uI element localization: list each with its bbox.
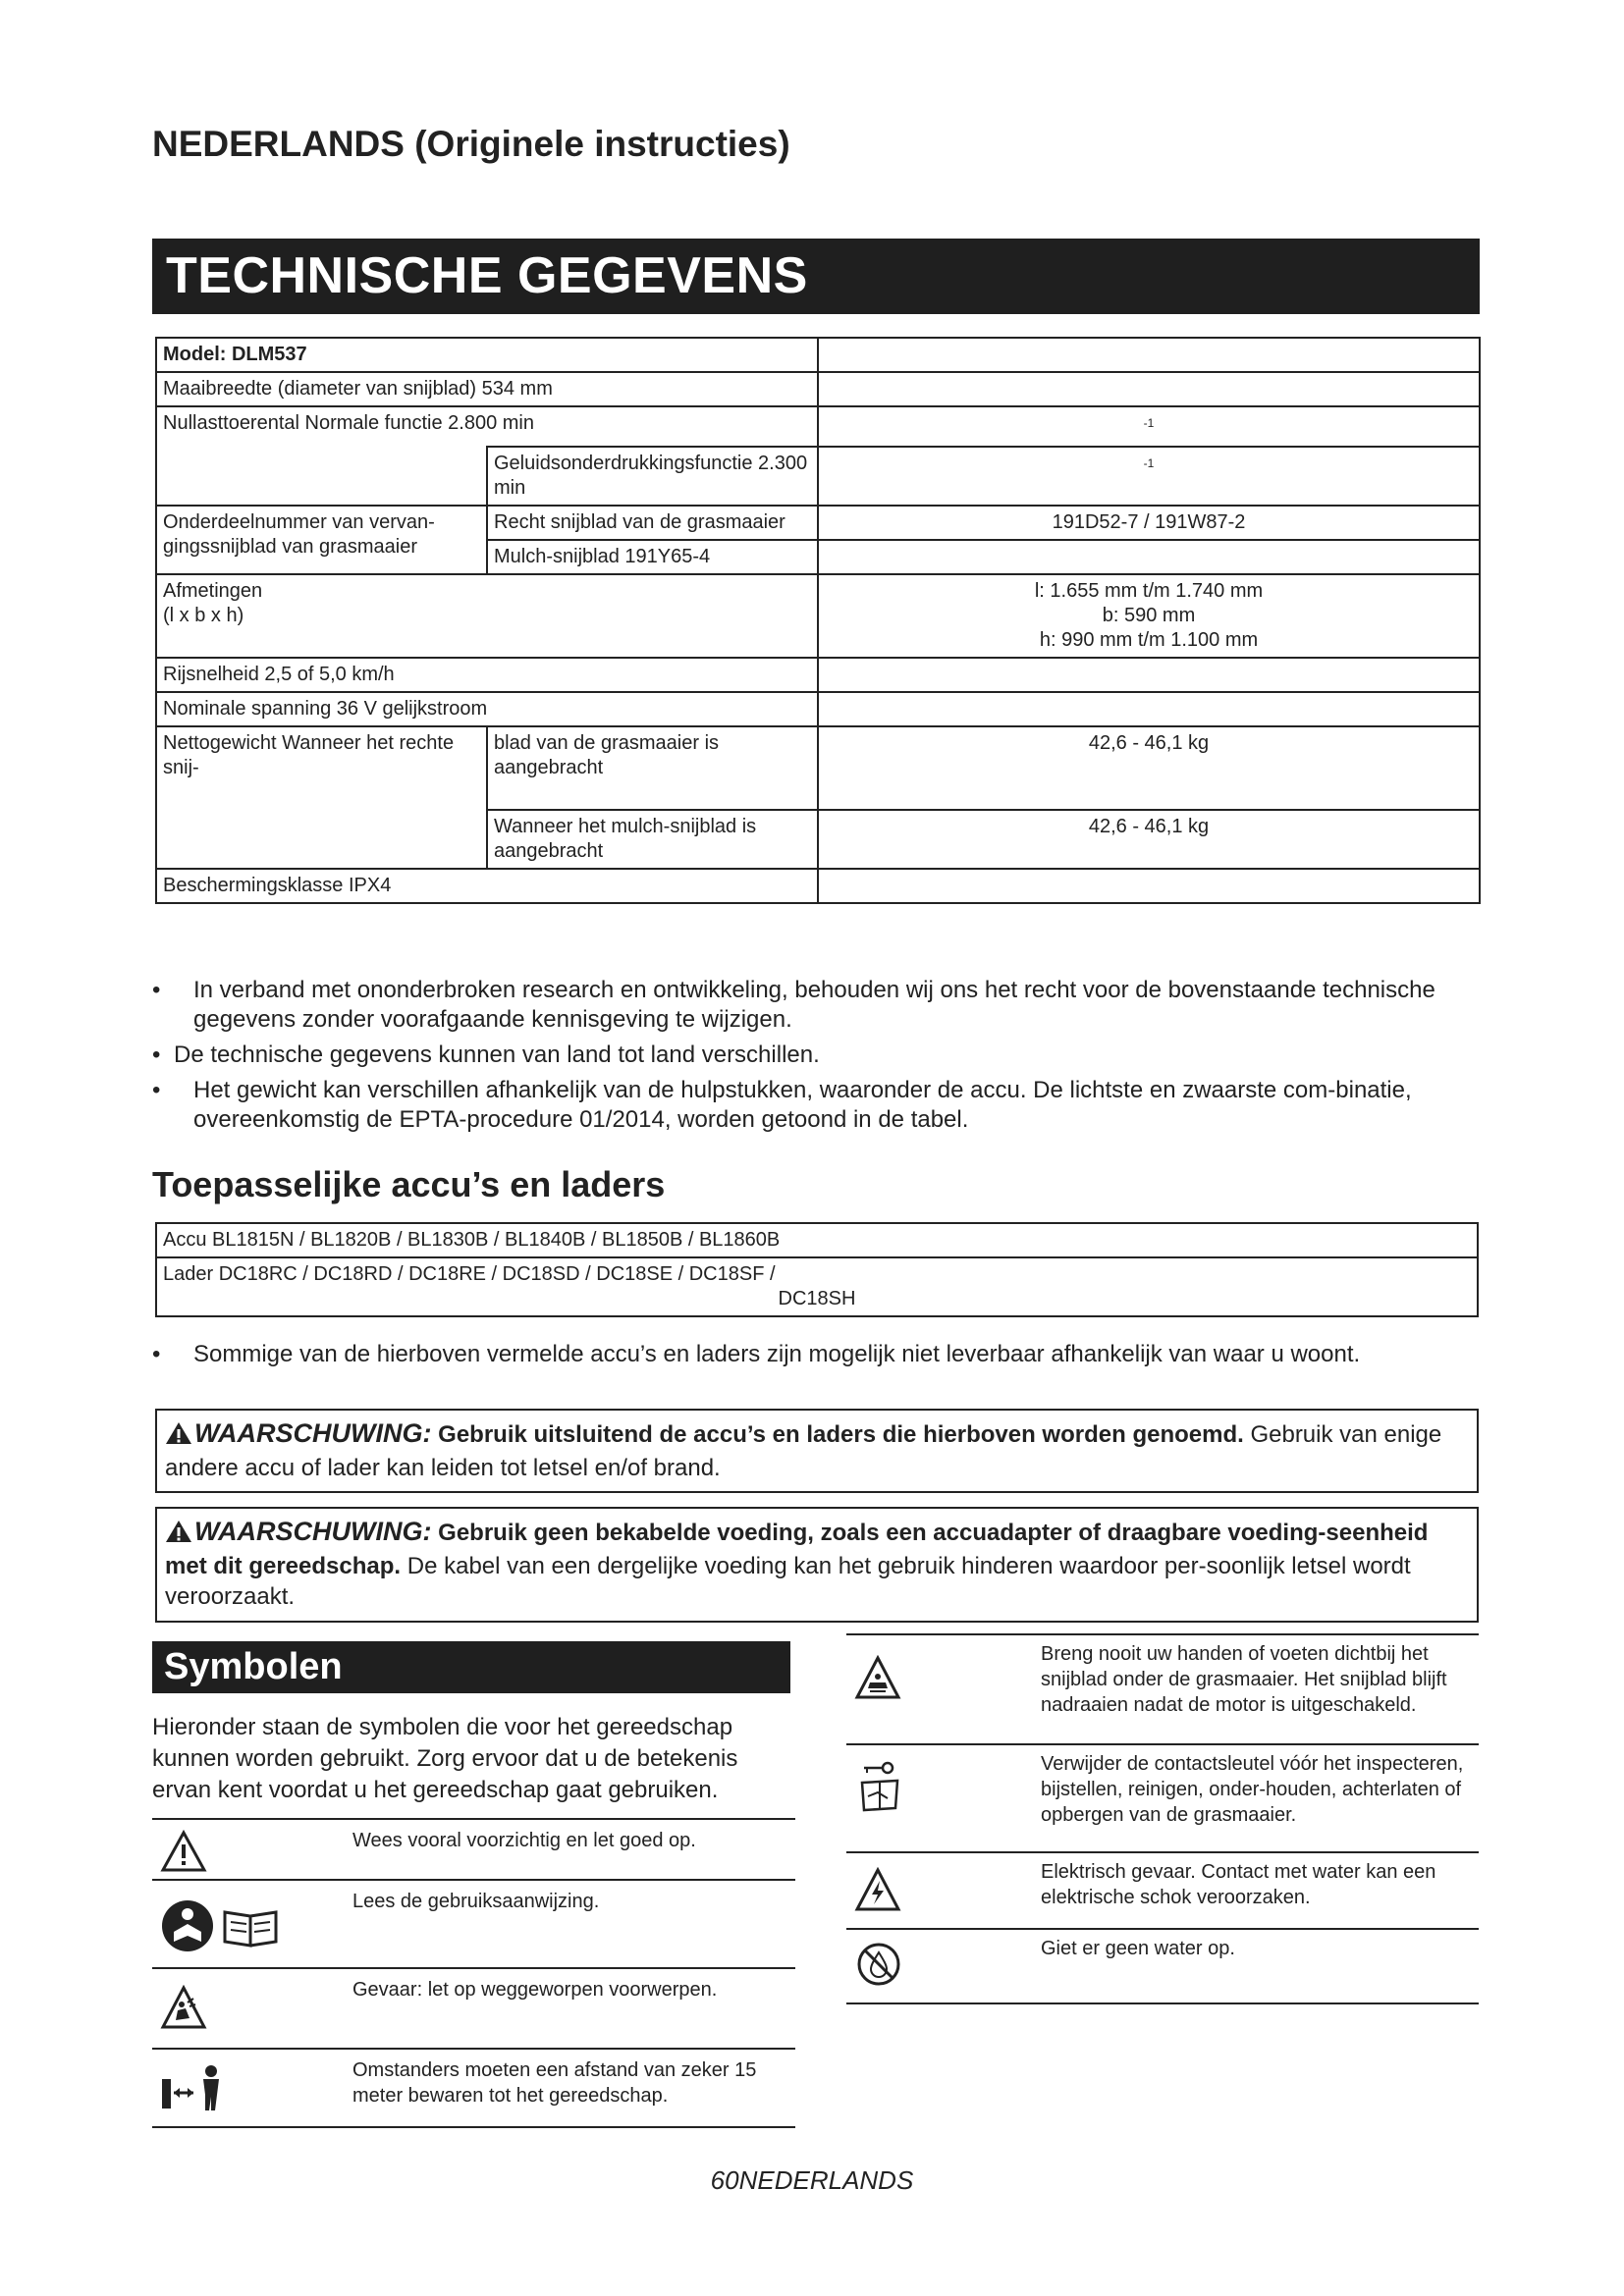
warning-box (155, 1507, 1479, 1623)
electric-hazard-icon (854, 1867, 901, 1917)
symbol-row (152, 1967, 795, 2048)
table-row (156, 406, 1480, 447)
read-manual-icon (160, 1898, 278, 1958)
warning-text: De kabel van een dergelijke voeding kan het gebruik hinderen waardoor per-soonlijk letsel wordt veroorzaakt. (165, 1553, 1411, 1610)
spec-rijsnelheid: Rijsnelheid 2,5 of 5,0 km/h (156, 658, 818, 692)
symbol-row (152, 1818, 795, 1879)
symbol-list-left (152, 1818, 795, 2128)
spec-netto-sub2: Wanneer het mulch-snijblad is aangebracht (487, 810, 818, 869)
warning-triangle-icon (165, 1421, 192, 1453)
symbol-row (846, 1743, 1479, 1851)
symbol-row (846, 1633, 1479, 1743)
table-row (156, 1223, 1478, 1257)
spec-afmetingen-l: l: 1.655 mm t/m 1.740 mm (1034, 579, 1264, 602)
superscript-unit: -1 (1143, 416, 1155, 430)
symbol-text: Breng nooit uw handen of voeten dichtbij het snijblad onder de grasmaaier. Het snijblad blijft nadraaien nadat de motor is uitgeschakeld. (1041, 1643, 1447, 1716)
spec-geluid: Geluidsonderdrukkingsfunctie 2.300 min (487, 447, 818, 506)
table-row (156, 692, 1480, 726)
remove-key-icon (858, 1761, 901, 1817)
spec-maaibreedte: Maaibreedte (diameter van snijblad) 534 mm (156, 372, 818, 406)
warning-title: WAARSCHUWING: (194, 1517, 432, 1546)
warning-title: WAARSCHUWING: (194, 1418, 432, 1448)
symbol-text: Lees de gebruiksaanwijzing. (352, 1891, 600, 1912)
note-item (152, 1076, 1483, 1135)
note-text: Het gewicht kan verschillen afhankelijk van de hulpstukken, waaronder de accu. De lichtste en zwaarste com-binatie, overeenkomstig de EPTA-procedure 01/2014, worden getoond in de tabel. (193, 1077, 1412, 1133)
no-water-icon (856, 1942, 901, 1992)
symbol-text: Gevaar: let op weggeworpen voorwerpen. (352, 1979, 718, 2001)
bullet: • (152, 977, 161, 1003)
bullet: • (152, 1077, 161, 1103)
symbol-row (846, 1928, 1479, 2004)
spec-netto-val2: 42,6 - 46,1 kg (818, 810, 1480, 869)
blade-hazard-icon (854, 1655, 901, 1705)
symbol-text: Elektrisch gevaar. Contact met water kan een elektrische schok veroorzaken. (1041, 1861, 1436, 1908)
spec-spanning: Nominale spanning 36 V gelijkstroom (156, 692, 818, 726)
spec-recht: Recht snijblad van de grasmaaier (487, 506, 818, 540)
spec-mulch: Mulch-snijblad 191Y65-4 (487, 540, 818, 574)
table-row (156, 447, 1480, 506)
note-text: In verband met ononderbroken research en ontwikkeling, behouden wij ons het recht voor de bovenstaande technische gegevens zonder voorafgaande kennisgeving te wijzigen. (193, 977, 1435, 1033)
warning-triangle-icon (165, 1520, 192, 1551)
accu-section-title: Toepasselijke accu’s en laders (152, 1164, 666, 1204)
warning-bold-text: Gebruik geen bekabelde voeding, zoals een accuadapter of draagbare voeding-seenheid met dit gereedschap. (165, 1520, 1429, 1579)
specs-table (155, 337, 1481, 904)
accu-note (152, 1340, 1483, 1369)
bullet: • (152, 1341, 161, 1367)
symbol-text: Omstanders moeten een afstand van zeker 15 meter bewaren tot het gereedschap. (352, 2059, 757, 2107)
spec-afmetingen-b: b: 590 mm (1102, 604, 1196, 626)
warning-bold-text: Gebruik uitsluitend de accu’s en laders die hierboven worden genoemd. (431, 1421, 1244, 1448)
symbol-text: Giet er geen water op. (1041, 1938, 1235, 1959)
bullet: • (152, 1041, 161, 1068)
accu-table (155, 1222, 1479, 1317)
symbol-list-right (846, 1633, 1479, 2004)
accu-note-text: Sommige van de hierboven vermelde accu’s en laders zijn mogelijk niet leverbaar afhankelijk van waar u woont. (193, 1341, 1361, 1367)
note-item (152, 976, 1483, 1035)
symbolen-banner: Symbolen (152, 1641, 790, 1693)
spec-empty (818, 692, 1480, 726)
spec-empty (818, 869, 1480, 903)
spec-netto-val1: 42,6 - 46,1 kg (818, 726, 1480, 810)
spec-empty (156, 447, 487, 506)
spec-notes (152, 976, 1483, 1141)
spec-bescherming: Beschermingsklasse IPX4 (156, 869, 818, 903)
spec-unit-cell (818, 447, 1480, 506)
warning-text: Gebruik van enige andere accu of lader kan leiden tot letsel en/of brand. (165, 1421, 1442, 1481)
table-row (156, 506, 1480, 540)
page-footer: 60NEDERLANDS (710, 2165, 914, 2195)
table-row (156, 658, 1480, 692)
spec-empty (818, 540, 1480, 574)
superscript-unit: -1 (1143, 455, 1155, 470)
section-title-banner: TECHNISCHE GEGEVENS (152, 239, 1480, 314)
spec-model: Model: DLM537 (156, 338, 818, 372)
table-row (156, 338, 1480, 372)
lader-row-text: Lader DC18RC / DC18RD / DC18RE / DC18SD / DC18SE / DC18SF / (163, 1263, 776, 1285)
symbol-text: Verwijder de contactsleutel vóór het inspecteren, bijstellen, reinigen, onder-houden, achterlaten of opbergen van de grasmaaier. (1041, 1753, 1464, 1826)
warning-triangle-icon (160, 1830, 207, 1878)
symbolen-intro: Hieronder staan de symbolen die voor het gereedschap kunnen worden gebruikt. Zorg ervoor dat u de betekenis ervan kent voordat u het gereedschap gaat gebruiken. (152, 1714, 738, 1803)
symbol-row (152, 2048, 795, 2128)
bystander-distance-icon (160, 2063, 231, 2119)
page-header: NEDERLANDS (Originele instructies) (152, 124, 790, 164)
spec-onderdeel: Onderdeelnummer van vervan-gingssnijblad van grasmaaier (156, 506, 487, 574)
spec-afmetingen-h: h: 990 mm t/m 1.100 mm (1039, 628, 1259, 651)
note-item (152, 1041, 1483, 1070)
spec-empty (818, 372, 1480, 406)
spec-netto-sub1: blad van de grasmaaier is aangebracht (487, 726, 818, 810)
spec-empty (818, 658, 1480, 692)
lader-row-text2: DC18SH (778, 1288, 856, 1309)
spec-nullast: Nullasttoerental Normale functie 2.800 min (156, 406, 818, 447)
warning-box (155, 1409, 1479, 1493)
spec-recht-value: 191D52-7 / 191W87-2 (818, 506, 1480, 540)
thrown-objects-icon (160, 1985, 207, 2035)
spec-afmetingen: Afmetingen (l x b x h) (156, 574, 818, 658)
spec-netto (156, 726, 487, 869)
table-row (156, 1257, 1478, 1316)
note-text: De technische gegevens kunnen van land tot land verschillen. (174, 1041, 820, 1068)
accu-row: Accu BL1815N / BL1820B / BL1830B / BL1840B / BL1850B / BL1860B (156, 1223, 1478, 1257)
spec-netto-label: Nettogewicht Wanneer het rechte snij- (163, 731, 455, 778)
table-row (156, 869, 1480, 903)
table-row (156, 726, 1480, 810)
lader-row (156, 1257, 1478, 1316)
symbol-row (152, 1879, 795, 1967)
table-row (156, 372, 1480, 406)
spec-unit-cell (818, 406, 1480, 447)
spec-afmetingen-values (818, 574, 1480, 658)
symbol-text: Wees vooral voorzichtig en let goed op. (352, 1830, 696, 1851)
table-row (156, 574, 1480, 658)
spec-empty (818, 338, 1480, 372)
symbol-row (846, 1851, 1479, 1928)
